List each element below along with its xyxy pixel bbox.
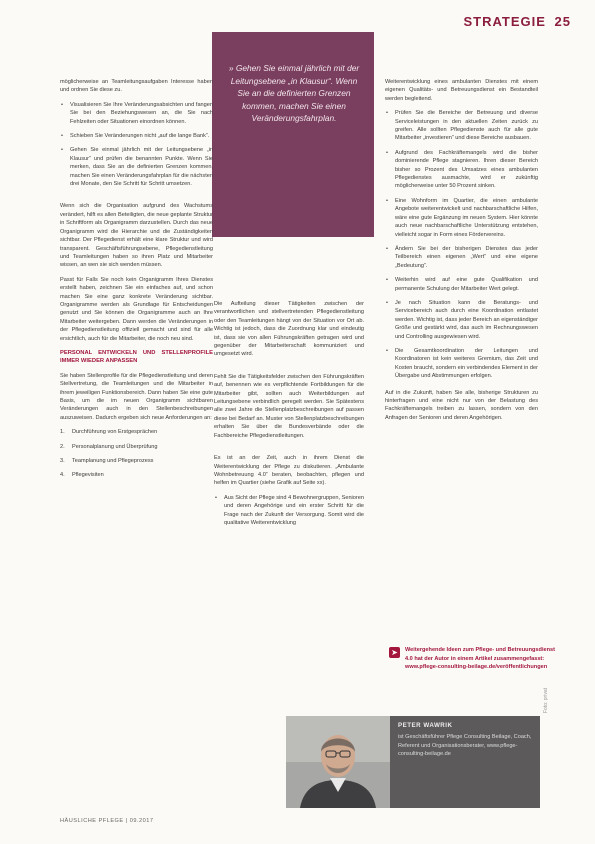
info-text[interactable]: Weitergehende Ideen zum Pflege- und Betreuungsdienst 4.0 hat der Autor in einem Artikel zusammengefasst: www.pflege-consulting-beilage.de/veröffentlichungen	[405, 647, 556, 671]
numbered-item: 3. Teamplanung und Pflegeprozess	[60, 458, 154, 465]
bullet-item: • Eine Wohnform im Quartier, die einen ambulante Angebote weiterentwickelt und nachbarschaftliche Hilfen, wäre eine gute Ergänzung im neuen System. Hier könnte auch neue nachbarschaftliche Unterstützung entstehen, vielleicht sogar in Form eines Fördervereins.	[385, 197, 538, 239]
photo-credit: Foto: privat	[543, 688, 549, 714]
page-footer: HÄUSLICHE PFLEGE | 09.2017	[60, 818, 154, 824]
author-bio: ist Geschäftsführer Pflege Consulting Beilage, Coach, Referent und Organisationsberater, www.pflege-consulting-beilage.de	[398, 734, 532, 757]
paragraph: Passt für Falls Sie noch kein Organigramm Ihres Dienstes erstellt haben, zeichnen Sie ein einfaches auf, und schon machen Sie eine ganz konkrete Veränderung sichtbar. Organigramme werden als Grundlage für Entscheidungen genutzt und Sie können die Organigramme auch an Ihre Mitarbeiter weitergeben. Dann werden die Veränderungen in der Pflegedienstleitung offiziell gemacht und sind für alle ersichtlich, auch für die Mitarbeiter, die noch neu sind.	[60, 276, 213, 342]
page-number: 25	[554, 14, 571, 29]
author-bio-panel	[390, 716, 540, 808]
paragraph: Wenn sich die Organisation aufgrund des Wachstums verändert, hilft es allen Beteiligten, die neue geplante Struktur in Schriftform als Organigramm darzustellen. Durch das neue Organigramm wird die Hierarchie und die Zuständigkeiten sichtbar. Der Pflegedienst erhält eine klare Struktur und wird transparent. Geschäftsführungsebene, Pflegedienstleitung und Teamleitungen haben so ihren Platz und Mitarbeiter wissen, an wen sie sich wenden müssen.	[60, 203, 213, 269]
author-photo	[286, 716, 390, 808]
page-header	[463, 14, 571, 29]
bullet-item: • Gehen Sie einmal jährlich mit der Leitungsebene „in Klausur“ und prüfen die benannten Punkte. Wenn Sie merken, dass Sie an die definierten Grenzen kommen, machen Sie einen Veränderungsfahrplan für die nächsten drei Monate, den Sie Schritt für Schritt umsetzen.	[60, 146, 213, 188]
paragraph: Es ist an der Zeit, auch in ihrem Dienst die Weiterentwicklung der Pflege zu diskutieren. „Ambulante Wohnbetreuung 4.0“ beraten, beobachten, pflegen und helfen im Quartier (siehe Grafik auf Seite xx).	[214, 455, 364, 487]
bullet-item: • Aus Sicht der Pflege sind 4 Bewohnergruppen, Senioren und deren Angehörige und ein erster Schritt für die Frage nach der Zukunft der Versorgung. Somit wird die qualitative Weiterentwicklung	[214, 494, 364, 528]
bullet-item: • Visualisieren Sie Ihre Veränderungsabsichten und fangen Sie bei den Beziehungswesen an, die Sie nach Fehlzeiten oder Situationen einordnen können.	[60, 101, 213, 126]
paragraph: Sie haben Stellenprofile für die Pflegedienstleitung und deren Stellvertretung, die Teamleitungen und die Mitarbeiter in ihrem jeweiligen Funktionsbereich. Dann haben Sie eine gute Basis, um die im neuen Organigramm sichtbaren Veränderungen auch in den Stellenbeschreibungen auszuweisen. Dadurch ergeben sich neue Anforderungen an:	[60, 372, 213, 421]
arrow-link-icon: ➤	[389, 647, 400, 658]
info-box	[389, 646, 555, 672]
bullet-item: • Die Gesamtkoordination der Leitungen und Koordinatoren ist kein weiteres Gremium, das Zeit und Kosten braucht, sondern ein verbindendes Element in der Übergabe und Abstimmungen erfolgen.	[385, 347, 538, 381]
bullet-item: • Aufgrund des Fachkräftemangels wird die bisher dominierende Pflege stagnieren. Ihren dieser Bereich bisher so Prozent des Umsatzes eines ambulanten Pflegedienstes ausmachte, wird er zukünftig möglicherweise unter 50 Prozent sinken.	[385, 149, 538, 191]
bullet-item: • Prüfen Sie die Bereiche der Betreuung und diverse Serviceleistungen in den aktuellen Zeiten zurück zu greifen. Alle sollten Pflegedienste auch für alle gute Mitarbeiter „investieren“ und diese Bereiche ausbauen.	[385, 109, 538, 143]
section-title: STRATEGIE	[463, 14, 546, 29]
section-heading: PERSONAL ENTWICKELN UND STELLENPROFILE IMMER WIEDER ANPASSEN	[60, 349, 213, 365]
paragraph: möglicherweise an Teamleitungsaufgaben Interesse haben und ordnen Sie diese zu.	[60, 79, 213, 94]
paragraph: Auf in die Zukunft, haben Sie alle, bisherige Strukturen zu hinterfragen und eine nicht nur von der Belastung des Fachkräftemangels treiben zu lassen, sondern von den Anfragen der Senioren und deren Angehörigen.	[385, 389, 538, 421]
bullet-item: • Weiterhin wird auf eine gute Qualifikation und permanente Schulung der Mitarbeiter Wert gelegt.	[385, 276, 538, 293]
column-left	[60, 78, 213, 486]
paragraph: Weiterentwicklung eines ambulanten Dienstes mit einem eigenen Qualitäts- und Betreuungsdienst ein Bestandteil werden begleitend.	[385, 79, 538, 102]
bullet-item: • Ändern Sie bei der bisherigen Dienstes das jeder Teilbereich einen eigenen „Wert“ und eine eigene „Bedeutung“.	[385, 245, 538, 270]
paragraph: Fehlt Sie die Tätigkeitsfelder zwischen den Führungskräften auf, benennen wie es verpflichtende Fortbildungen für die Mitarbeiter gibt, sollten auch Weiterbildungen auf Leitungsebene verbindlich geregelt werden. Sie Spätestens alle zwei Jahre die Stellenplatzbeschreibungen auf passen diese bei Bedarf an. Muster von Stellenplatzbeschreibungen erhalten Sie über die Bundesverbände oder die Fachbereiche Pflegedienstleitungen.	[214, 373, 364, 439]
bullet-item: • Je nach Situation kann die Beratungs- und Servicebereich auch durch eine Koordination entlastet werden. Wichtig ist, dass jeder Bereich an eigenständiger Größe und gestärkt wird, das auch im Rechnungswesen und Controlling ausgewiesen wird.	[385, 299, 538, 341]
author-box	[286, 716, 540, 808]
pull-quote-box	[212, 32, 374, 237]
author-name: PETER WAWRIK	[398, 722, 453, 729]
numbered-item: 2. Personalplanung und Überprüfung	[60, 443, 158, 450]
column-right	[385, 78, 538, 428]
pull-quote-text: » Gehen Sie einmal jährlich mit der Leitungsebene „in Klausur“. Wenn Sie an die definierten Grenzen kommen, machen Sie einen Veränderungsfahrplan.	[228, 63, 360, 124]
bullet-item: • Schieben Sie Veränderungen nicht „auf die lange Bank“.	[60, 132, 213, 140]
column-middle	[214, 300, 364, 533]
numbered-item: 4. Pflegevisiten	[60, 472, 104, 479]
numbered-item: 1. Durchführung von Erstgesprächen	[60, 429, 158, 436]
paragraph: Die Aufteilung dieser Tätigkeiten zwischen der verantwortlichen und stellvertretenden Pflegedienstleitung oder den Teamleitungen hängt von der Situation vor Ort ab. Wichtig ist jedoch, dass die Zuordnung klar und eindeutig ist, dass sie von allen Führungskräften getragen wird und gegenüber der Mitarbeiterschaft kommuniziert und umgesetzt wird.	[214, 301, 364, 358]
